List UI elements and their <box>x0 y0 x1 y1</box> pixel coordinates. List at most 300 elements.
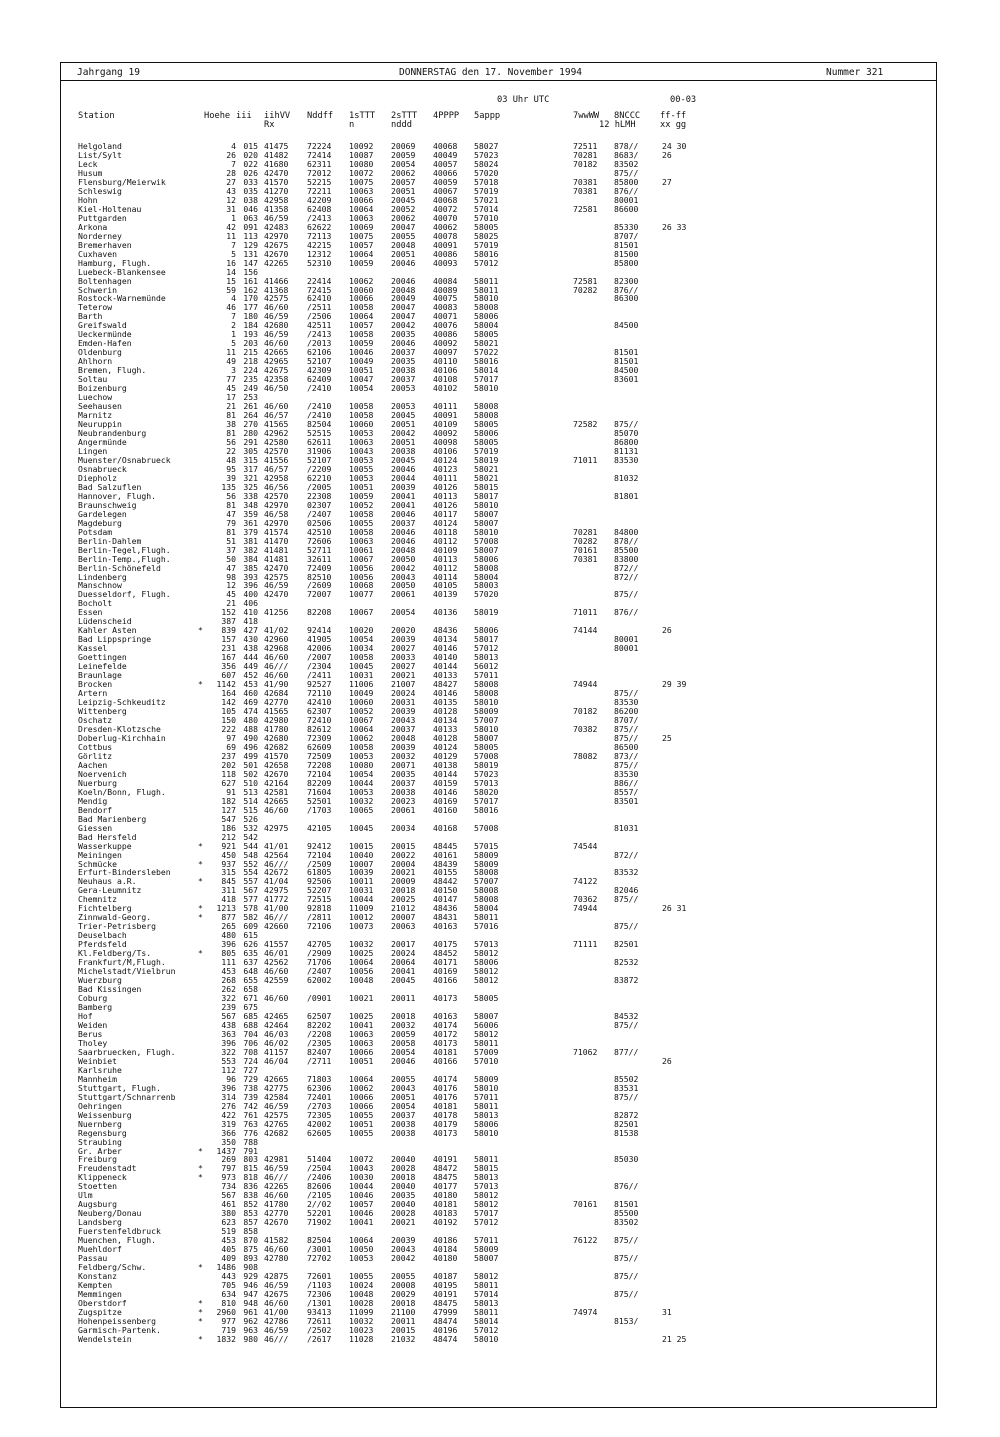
nddff-value: 42105 <box>307 822 332 833</box>
1sttt-value: 10063 <box>349 436 374 447</box>
table-row <box>78 994 928 1003</box>
8nccc-value: 875// <box>614 688 639 699</box>
hoehe-value: 15 <box>226 275 236 286</box>
iii-value: 858 <box>243 1226 258 1237</box>
2sttt-value: 20064 <box>391 957 416 968</box>
ffff-value: 25 <box>662 732 672 743</box>
iii-value: 488 <box>243 723 258 734</box>
8nccc-value: 85070 <box>614 428 639 438</box>
hoehe-value: 98 <box>226 571 236 582</box>
iii-value: 513 <box>243 786 258 797</box>
station-name: Schmücke <box>78 858 117 869</box>
1sttt-value: 10067 <box>349 607 374 618</box>
station-name: Arkona <box>78 221 108 232</box>
mountain-mark: * <box>198 1172 203 1183</box>
iii-value: 180 <box>243 311 258 322</box>
iii-value: 091 <box>243 221 258 232</box>
2sttt-value: 20040 <box>391 1154 416 1165</box>
iihvv-value: 46/60 <box>264 1297 289 1308</box>
table-row <box>78 501 928 510</box>
8nccc-value: 81032 <box>614 472 639 483</box>
4pppp-value: 48474 <box>433 1333 458 1344</box>
iii-value: 396 <box>243 580 258 591</box>
2sttt-value: 20018 <box>391 1297 416 1308</box>
ffff-value: 29 39 <box>662 679 687 690</box>
1sttt-value: 10052 <box>349 706 374 717</box>
1sttt-value: 10061 <box>349 544 374 555</box>
iii-value: 410 <box>243 607 258 618</box>
table-row <box>78 564 928 573</box>
table-row <box>78 761 928 770</box>
1sttt-value: 10028 <box>349 1297 374 1308</box>
hoehe-value: 480 <box>221 930 236 941</box>
2sttt-value: 20033 <box>391 652 416 663</box>
7wwww-value: 74944 <box>573 679 598 690</box>
5appp-value: 58017 <box>474 634 499 645</box>
station-name: Wasserkuppe <box>78 840 132 851</box>
iii-value: 582 <box>243 912 258 923</box>
hoehe-value: 167 <box>221 652 236 663</box>
table-row <box>78 393 928 402</box>
iihvv-value: 41368 <box>264 284 289 295</box>
5appp-value: 58008 <box>474 302 499 313</box>
iihvv-value: 42164 <box>264 777 289 788</box>
4pppp-value: 40105 <box>433 580 458 591</box>
table-row <box>78 537 928 546</box>
4pppp-value: 40109 <box>433 419 458 430</box>
nddff-value: 62409 <box>307 374 332 385</box>
7wwww-value: 70282 <box>573 535 598 546</box>
table-row <box>78 734 928 743</box>
5appp-value: 58016 <box>474 356 499 367</box>
table-row <box>78 420 928 429</box>
nddff-value: /2407 <box>307 508 332 519</box>
iihvv-value: 42675 <box>264 1289 289 1299</box>
station-name: Pferdsfeld <box>78 939 127 950</box>
7wwww-value: 70362 <box>573 894 598 905</box>
hoehe-value: 21 <box>226 401 236 412</box>
nddff-value: 72611 <box>307 1315 332 1326</box>
2sttt-value: 20058 <box>391 1037 416 1048</box>
table-row <box>78 1290 928 1299</box>
2sttt-value: 20011 <box>391 1315 416 1326</box>
station-name: Essen <box>78 607 103 618</box>
4pppp-value: 40066 <box>433 167 458 178</box>
hoehe-value: 42 <box>226 221 236 232</box>
iii-value: 838 <box>243 1190 258 1201</box>
2sttt-value: 20021 <box>391 670 416 681</box>
7wwww-value: 72582 <box>573 419 598 430</box>
1sttt-value: 10032 <box>349 939 374 950</box>
station-name: Magdeburg <box>78 517 122 528</box>
hoehe-value: 366 <box>221 1127 236 1138</box>
7wwww-value: 70182 <box>573 706 598 717</box>
iii-value: 818 <box>243 1172 258 1183</box>
1sttt-value: 10060 <box>349 697 374 708</box>
table-row <box>78 1012 928 1021</box>
table-row <box>78 546 928 555</box>
iii-value: 452 <box>243 670 258 681</box>
4pppp-value: 40111 <box>433 472 458 483</box>
hoehe-value: 453 <box>221 966 236 977</box>
nddff-value: /2502 <box>307 1324 332 1335</box>
iii-value: 671 <box>243 993 258 1004</box>
table-row <box>78 940 928 949</box>
col-nddff: Nddff <box>307 111 334 121</box>
iihvv-value: 42358 <box>264 374 289 385</box>
hoehe-value: 231 <box>221 643 236 654</box>
station-name: Dresden-Klotzsche <box>78 723 161 734</box>
1sttt-value: 10025 <box>349 948 374 959</box>
7wwww-value: 70381 <box>573 553 598 564</box>
table-row <box>78 868 928 877</box>
station-name: Berus <box>78 1028 103 1039</box>
iii-value: 567 <box>243 885 258 896</box>
5appp-value: 57015 <box>474 840 499 851</box>
iii-value: 515 <box>243 804 258 815</box>
8nccc-value: 876// <box>614 607 639 618</box>
2sttt-value: 20055 <box>391 1073 416 1084</box>
nddff-value: 42705 <box>307 939 332 950</box>
iii-value: 557 <box>243 876 258 887</box>
hoehe-value: 239 <box>221 1002 236 1012</box>
4pppp-value: 40076 <box>433 320 458 331</box>
4pppp-value: 40072 <box>433 203 458 214</box>
2sttt-value: 20027 <box>391 643 416 654</box>
hoehe-value: 7 <box>231 239 236 250</box>
iii-value: 170 <box>243 293 258 304</box>
iii-value: 510 <box>243 777 258 788</box>
station-name: Boizenburg <box>78 383 127 394</box>
station-name: Angermünde <box>78 436 127 447</box>
7wwww-value: 70382 <box>573 723 598 734</box>
iii-value: 177 <box>243 302 258 313</box>
iihvv-value: 46/60 <box>264 804 289 815</box>
4pppp-value: 40084 <box>433 275 458 286</box>
hoehe-value: 157 <box>221 634 236 645</box>
5appp-value: 57012 <box>474 643 499 654</box>
hoehe-value: 12 <box>226 580 236 591</box>
nddff-value: 62002 <box>307 975 332 986</box>
station-name: Meiningen <box>78 849 122 860</box>
1sttt-value: 10066 <box>349 1091 374 1102</box>
nddff-value: 82209 <box>307 777 332 788</box>
station-name: Helgoland <box>78 141 122 151</box>
iii-value: 947 <box>243 1289 258 1299</box>
8nccc-value: 85500 <box>614 1208 639 1219</box>
nddff-value: 72104 <box>307 849 332 860</box>
table-row <box>78 1084 928 1093</box>
col-8nccc: 8NCCC <box>614 111 641 121</box>
iihvv-value: 42670 <box>264 1217 289 1228</box>
4pppp-value: 40124 <box>433 741 458 752</box>
4pppp-value: 40187 <box>433 1271 458 1282</box>
2sttt-value: 20035 <box>391 1190 416 1201</box>
table-row <box>78 151 928 160</box>
4pppp-value: 40166 <box>433 1055 458 1066</box>
1sttt-value: 10054 <box>349 634 374 645</box>
5appp-value: 57019 <box>474 239 499 250</box>
4pppp-value: 40147 <box>433 894 458 905</box>
4pppp-value: 40092 <box>433 428 458 438</box>
4pppp-value: 48427 <box>433 679 458 690</box>
1sttt-value: 10044 <box>349 1181 374 1192</box>
nddff-value: 62408 <box>307 203 332 214</box>
table-row <box>78 1173 928 1182</box>
4pppp-value: 40174 <box>433 1019 458 1030</box>
nddff-value: 62605 <box>307 1127 332 1138</box>
nddff-value: 52201 <box>307 1208 332 1219</box>
hoehe-value: 396 <box>221 1082 236 1093</box>
7wwww-value: 71011 <box>573 607 598 618</box>
4pppp-value: 40059 <box>433 176 458 187</box>
table-row <box>78 375 928 384</box>
8nccc-value: 86500 <box>614 741 639 752</box>
2sttt-value: 20037 <box>391 347 416 358</box>
table-row <box>78 241 928 250</box>
4pppp-value: 40177 <box>433 1181 458 1192</box>
iii-value: 038 <box>243 194 258 205</box>
col-n: n <box>349 120 355 130</box>
iihvv-value: 42470 <box>264 167 289 178</box>
iihvv-value: 46/60 <box>264 302 289 313</box>
iii-value: 542 <box>243 831 258 842</box>
iii-value: 203 <box>243 338 258 349</box>
iii-value: 685 <box>243 1010 258 1021</box>
station-name: Weissenburg <box>78 1109 132 1120</box>
nddff-value: 72509 <box>307 750 332 761</box>
2sttt-value: 20061 <box>391 804 416 815</box>
7wwww-value: 74122 <box>573 876 598 887</box>
station-name: Duesseldorf, Flugh. <box>78 589 171 600</box>
4pppp-value: 40146 <box>433 786 458 797</box>
hoehe-value: 12 <box>226 194 236 205</box>
station-name: Stuttgart/Schnarrenb <box>78 1091 176 1102</box>
header-rule <box>60 80 937 81</box>
iihvv-value: 41256 <box>264 607 289 618</box>
nddff-value: /2410 <box>307 401 332 412</box>
iii-value: 852 <box>243 1199 258 1210</box>
4pppp-value: 40166 <box>433 975 458 986</box>
5appp-value: 58012 <box>474 1199 499 1210</box>
8nccc-value: 875// <box>614 1091 639 1102</box>
station-name: Ulm <box>78 1190 93 1201</box>
4pppp-value: 40089 <box>433 284 458 295</box>
hoehe-value: 2960 <box>216 1306 236 1317</box>
8nccc-value: 84532 <box>614 1010 639 1021</box>
iihvv-value: 42665 <box>264 795 289 806</box>
station-name: Straubing <box>78 1136 122 1147</box>
station-name: Weinbiet <box>78 1055 117 1066</box>
2sttt-value: 21007 <box>391 679 416 690</box>
nddff-value: 72515 <box>307 894 332 905</box>
station-name: Frankfurt/M,Flugh. <box>78 957 166 968</box>
nddff-value: 2//02 <box>307 1199 332 1210</box>
iihvv-value: 42975 <box>264 885 289 896</box>
table-row <box>78 815 928 824</box>
8nccc-value: 83800 <box>614 553 639 564</box>
iihvv-value: 42470 <box>264 562 289 573</box>
2sttt-value: 20027 <box>391 661 416 672</box>
nddff-value: 72106 <box>307 921 332 932</box>
1sttt-value: 10067 <box>349 715 374 725</box>
col-hlmh: 12 hLMH <box>599 120 636 130</box>
hoehe-value: 356 <box>221 661 236 672</box>
station-name: Berlin-Tegel,Flugh. <box>78 544 171 555</box>
1sttt-value: 10031 <box>349 885 374 896</box>
1sttt-value: 10043 <box>349 1163 374 1174</box>
table-row <box>78 294 928 303</box>
nddff-value: 92412 <box>307 840 332 851</box>
2sttt-value: 20051 <box>391 1091 416 1102</box>
iihvv-value: 42575 <box>264 293 289 304</box>
hoehe-value: 26 <box>226 149 236 160</box>
iihvv-value: 46/60 <box>264 338 289 349</box>
8nccc-value: 875// <box>614 759 639 770</box>
hoehe-value: 45 <box>226 383 236 394</box>
iii-value: 626 <box>243 939 258 950</box>
nddff-value: /2609 <box>307 580 332 591</box>
iihvv-value: 41470 <box>264 535 289 546</box>
iii-value: 815 <box>243 1163 258 1174</box>
2sttt-value: 20062 <box>391 212 416 223</box>
4pppp-value: 40155 <box>433 867 458 878</box>
5appp-value: 57016 <box>474 921 499 932</box>
2sttt-value: 20037 <box>391 1109 416 1120</box>
station-name: Konstanz <box>78 1271 117 1282</box>
table-row <box>78 196 928 205</box>
station-name: Lindenberg <box>78 571 127 582</box>
mountain-mark: * <box>198 1306 203 1317</box>
table-row <box>78 573 928 582</box>
table-row <box>78 142 928 151</box>
mountain-mark: * <box>198 679 203 690</box>
hoehe-value: 262 <box>221 984 236 995</box>
hoehe-value: 2 <box>231 320 236 331</box>
7wwww-value: 74144 <box>573 625 598 636</box>
mountain-mark: * <box>198 625 203 636</box>
iii-value: 249 <box>243 383 258 394</box>
5appp-value: 58011 <box>474 912 499 923</box>
iihvv-value: 42875 <box>264 1271 289 1282</box>
hoehe-value: 222 <box>221 723 236 734</box>
1sttt-value: 10025 <box>349 1010 374 1021</box>
station-name: Erfurt-Bindersleben <box>78 867 171 878</box>
hoehe-value: 46 <box>226 302 236 313</box>
4pppp-value: 40163 <box>433 921 458 932</box>
station-name: Gardelegen <box>78 508 127 519</box>
station-name: Gr. Arber <box>78 1145 122 1156</box>
iihvv-value: 41565 <box>264 419 289 430</box>
station-name: Oschatz <box>78 715 113 725</box>
nddff-value: 42209 <box>307 194 332 205</box>
1sttt-value: 10058 <box>349 508 374 519</box>
hoehe-value: 111 <box>221 957 236 968</box>
ffff-value: 31 <box>662 1306 672 1317</box>
2sttt-value: 20045 <box>391 975 416 986</box>
station-name: Passau <box>78 1253 108 1264</box>
iihvv-value: 46/// <box>264 858 289 869</box>
nddff-value: 72306 <box>307 1289 332 1299</box>
4pppp-value: 40135 <box>433 697 458 708</box>
table-row <box>78 824 928 833</box>
2sttt-value: 20046 <box>391 463 416 474</box>
5appp-value: 58004 <box>474 903 499 914</box>
iii-value: 361 <box>243 517 258 528</box>
iii-value: 552 <box>243 858 258 869</box>
station-name: Rostock-Warnemünde <box>78 293 166 304</box>
table-row <box>78 1254 928 1263</box>
2sttt-value: 20025 <box>391 894 416 905</box>
7wwww-value: 70281 <box>573 526 598 537</box>
station-name: Zugspitze <box>78 1306 122 1317</box>
iihvv-value: 41466 <box>264 275 289 286</box>
table-row <box>78 689 928 698</box>
station-name: Osnabrueck <box>78 463 127 474</box>
8nccc-value: 84500 <box>614 365 639 376</box>
5appp-value: 58008 <box>474 867 499 878</box>
iihvv-value: 41772 <box>264 894 289 905</box>
2sttt-value: 20015 <box>391 840 416 851</box>
4pppp-value: 48439 <box>433 858 458 869</box>
1sttt-value: 10063 <box>349 535 374 546</box>
iihvv-value: 41/02 <box>264 625 289 636</box>
1sttt-value: 10051 <box>349 365 374 376</box>
8nccc-value: 86300 <box>614 293 639 304</box>
4pppp-value: 40173 <box>433 993 458 1004</box>
ffff-value: 27 <box>662 176 672 187</box>
iii-value: 708 <box>243 1046 258 1057</box>
jahrgang-label: Jahrgang 19 <box>77 67 140 78</box>
5appp-value: 58011 <box>474 1100 499 1111</box>
hoehe-value: 21 <box>226 598 236 609</box>
hoehe-value: 810 <box>221 1297 236 1308</box>
nddff-value: 31906 <box>307 445 332 456</box>
nddff-value: 82202 <box>307 1019 332 1030</box>
8nccc-value: 82872 <box>614 1109 639 1120</box>
8nccc-value: 82501 <box>614 939 639 950</box>
iii-value: 704 <box>243 1028 258 1039</box>
8nccc-value: 878// <box>614 141 639 151</box>
table-row <box>78 1111 928 1120</box>
hoehe-value: 443 <box>221 1271 236 1282</box>
8nccc-value: 872// <box>614 849 639 860</box>
iii-value: 658 <box>243 984 258 995</box>
5appp-value: 58010 <box>474 526 499 537</box>
nddff-value: 62307 <box>307 706 332 717</box>
iihvv-value: 42670 <box>264 768 289 779</box>
iihvv-value: 42562 <box>264 957 289 968</box>
ffff-value: 26 <box>662 625 672 636</box>
hoehe-value: 396 <box>221 1037 236 1048</box>
station-name: Braunlage <box>78 670 122 681</box>
table-row <box>78 770 928 779</box>
nddff-value: 62306 <box>307 1082 332 1093</box>
table-row <box>78 555 928 564</box>
nddff-value: 82407 <box>307 1046 332 1057</box>
5appp-value: 58012 <box>474 1190 499 1201</box>
5appp-value: 58007 <box>474 732 499 743</box>
table-row <box>78 1155 928 1164</box>
iii-value: 338 <box>243 490 258 501</box>
2sttt-value: 20038 <box>391 365 416 376</box>
2sttt-value: 20046 <box>391 338 416 349</box>
2sttt-value: 20048 <box>391 239 416 250</box>
1sttt-value: 10041 <box>349 1019 374 1030</box>
hoehe-value: 438 <box>221 1019 236 1030</box>
5appp-value: 58019 <box>474 607 499 618</box>
4pppp-value: 40114 <box>433 571 458 582</box>
